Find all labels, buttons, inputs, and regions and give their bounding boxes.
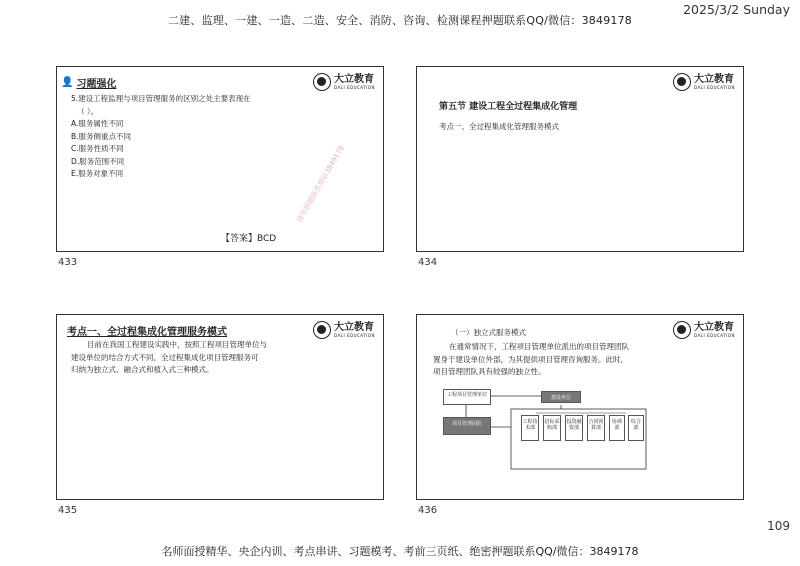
footer-promo: 名师面授精华、央企内训、考点串讲、习题模考、考前三页纸、绝密押题联系QQ/微信：3849178: [161, 545, 639, 558]
option-b: B.服务侧重点不同: [71, 131, 132, 141]
body-line-3: 归纳为独立式、融合式和植入式三种模式。: [71, 365, 214, 374]
slide-433: [56, 66, 384, 252]
logo-icon: [673, 321, 691, 339]
option-d: D.服务范围不同: [71, 156, 125, 166]
option-c: C.服务性质不同: [71, 144, 124, 153]
watermark: 请勿押题联系微信3849178: [295, 144, 346, 224]
logo-cn: 大立教育: [694, 73, 735, 85]
teacher-icon: 👤: [61, 77, 74, 88]
question-text: 5.建设工程监理与项目管理服务的区别之处主要表现在: [71, 94, 251, 103]
slide-436: [416, 314, 744, 500]
pm-unit-box: 工程项目管理单位: [443, 389, 491, 405]
logo-en: DALI EDUCATION: [694, 84, 735, 90]
header-promo: 二建、监理、一建、一造、二造、安全、消防、咨询、检测课程押题联系QQ/微信：3849178: [167, 14, 632, 27]
logo: [313, 321, 375, 339]
pm-team-box: 项目管理团队: [443, 417, 491, 435]
slide-number: 433: [58, 257, 78, 268]
slide-number: 434: [418, 257, 438, 268]
slide-title: 考点一、全过程集成化管理服务模式: [67, 327, 227, 338]
body-line-3: 项目管理团队具有较强的独立性。: [433, 367, 546, 376]
slide-number: 436: [418, 505, 438, 516]
date-label: 2025/3/2 Sunday: [683, 2, 790, 17]
slide-435: [56, 314, 384, 500]
section-heading: 第五节 建设工程全过程集成化管理: [439, 102, 578, 112]
slide-number: 435: [58, 505, 78, 516]
dept-box: 投资融资部: [565, 415, 583, 441]
logo-icon: [673, 73, 691, 91]
body-line-2: 建设单位的结合方式不同，全过程集成化项目管理服务可: [71, 352, 259, 362]
dept-box: 合同预算部: [587, 415, 605, 441]
logo-icon: [313, 73, 331, 91]
org-diagram: [441, 387, 651, 477]
logo: [673, 321, 735, 339]
dept-box: 工程技术部: [521, 415, 539, 441]
question-blank: （ ）。: [77, 106, 99, 116]
logo: [673, 73, 735, 91]
logo-cn: 大立教育: [334, 73, 375, 85]
body-line-1: 目前在我国工程建设实践中，按照工程项目管理单位与: [87, 340, 267, 349]
logo-en: DALI EDUCATION: [334, 84, 375, 90]
logo-icon: [313, 321, 331, 339]
logo-cn: 大立教育: [694, 321, 735, 333]
answer-text: 【答案】BCD: [221, 234, 277, 244]
logo-en: DALI EDUCATION: [694, 332, 735, 338]
body-line-2: 置身于建设单位外部，为其提供项目管理咨询服务。此时，: [433, 354, 628, 364]
body-line-1: 在通常情况下，工程项目管理单位派出的项目管理团队: [449, 342, 629, 351]
logo-en: DALI EDUCATION: [334, 332, 375, 338]
logo-cn: 大立教育: [334, 321, 375, 333]
dept-box: 协调部: [609, 415, 625, 441]
slide-subtitle: （一）独立式服务模式: [451, 328, 526, 337]
client-box: 建设单位: [541, 391, 581, 403]
logo: [313, 73, 375, 91]
option-e: E.服务对象不同: [71, 169, 124, 178]
dept-box: 招标采购部: [543, 415, 561, 441]
slide-434: [416, 66, 744, 252]
option-a: A.服务属性不同: [71, 119, 124, 128]
section-subheading: 考点一、全过程集成化管理服务模式: [439, 122, 559, 131]
slide-title: 习题强化: [76, 79, 117, 90]
page-number: 109: [767, 519, 790, 533]
dept-box: 综合部: [628, 415, 644, 441]
